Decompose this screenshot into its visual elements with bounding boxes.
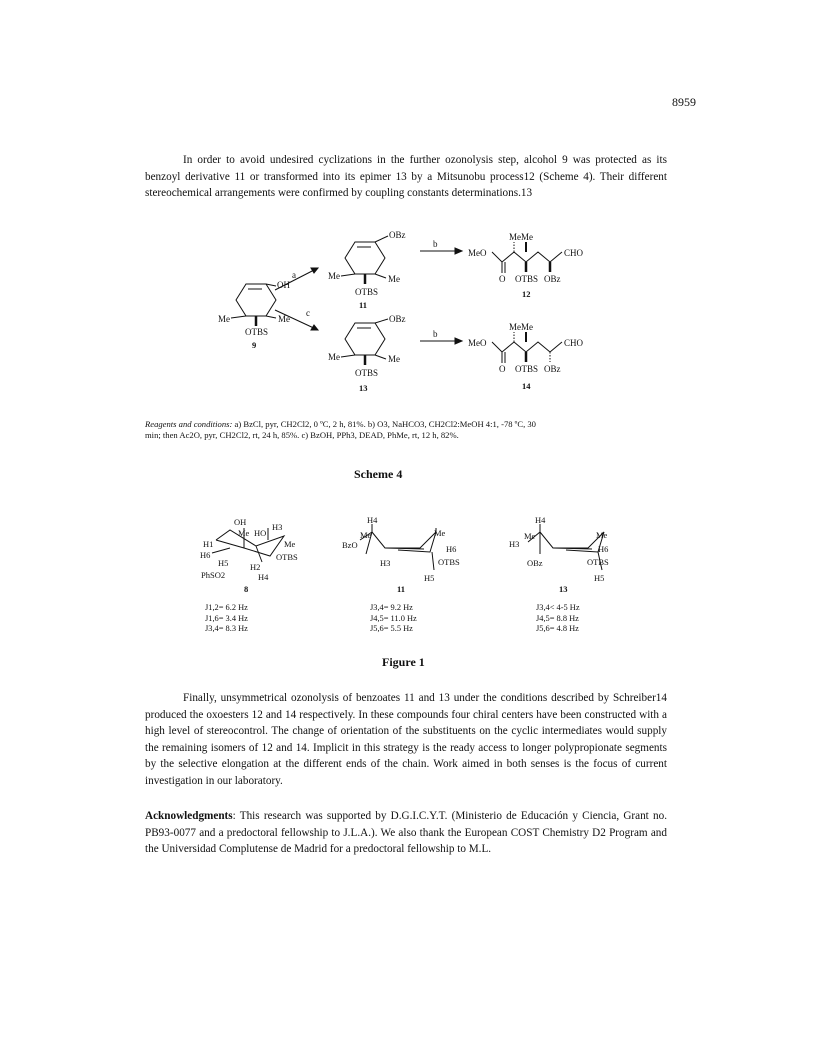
c13-me-left-label: Me	[328, 352, 340, 362]
f8-label-3: HO	[254, 528, 267, 538]
figure-13-number: 13	[559, 584, 568, 594]
arrow-a-label: a	[292, 270, 296, 280]
compound-13-structure	[341, 319, 388, 365]
f8-label-2: Me	[238, 528, 250, 538]
intro-paragraph-text: In order to avoid undesired cyclizations in the further ozonolysis step, alcohol 9 was protected as its benzoyl derivative 11 or transformed into its epimer 13 by a Mitsunobu process12 (Scheme 4). Their different stereochemical arrangements were confirmed by coupling constants determinations.13	[145, 154, 667, 199]
f11-label-2: Me	[434, 528, 446, 538]
c14-obz-label: OBz	[544, 364, 561, 374]
c9-me-right-label: Me	[278, 314, 290, 324]
figure-8-coupling-constants	[205, 603, 248, 635]
j-value: J1,6= 3.4 Hz	[205, 613, 248, 623]
f8-label-0: OH	[234, 517, 247, 527]
c13-me-right-label: Me	[388, 354, 400, 364]
f11-label-4: H6	[446, 544, 457, 554]
f13-label-6: OTBS	[587, 557, 609, 567]
compound-12-number: 12	[522, 289, 531, 299]
c11-obz-label: OBz	[389, 230, 406, 240]
figure-caption: Figure 1	[382, 655, 425, 669]
c11-otbs-label: OTBS	[355, 287, 379, 297]
figure-11-number: 11	[397, 584, 406, 594]
f13-label-5: OBz	[527, 558, 543, 568]
figure-13-coupling-constants	[536, 603, 580, 635]
f11-label-3: BzO	[342, 540, 358, 550]
final-paragraph-text: Finally, unsymmetrical ozonolysis of benzoates 11 and 13 under the conditions described by Schreiber14 produced the oxoesters 12 and 14 respectively. In these compounds four chiral centers have been constructed with a high level of stereocontrol. The change of orientation of the substituents on the cyclic intermediates would supply the remaining isomers of 12 and 14. Implicit in this strategy is the ready access to longer polypropionate segments by the selective elongation at the different ends of the chain. Work aimed in both senses is the focus of current investigation in our laboratory.	[145, 692, 667, 787]
f8-label-8: H5	[218, 558, 229, 568]
acknowledgments-text: : This research was supported by D.G.I.C.Y.T. (Ministerio de Educación y Ciencia, Grant no. PB93-0077 and a predoctoral fellowship to J.L.A.). We also thank the European COST Chemistry D2 Program and the Universidad Complutense de Madrid for a predoctoral fellowship to M.L.	[145, 810, 667, 855]
c14-me1-label: Me	[509, 322, 521, 332]
page-number: 8959	[672, 95, 696, 109]
c11-me-left-label: Me	[328, 271, 340, 281]
c11-me-right-label: Me	[388, 274, 400, 284]
figure-11-coupling-constants	[370, 603, 417, 635]
f8-label-11: H4	[258, 572, 269, 582]
compound-14-number: 14	[522, 381, 531, 391]
arrow-b-top-label: b	[433, 239, 438, 249]
f8-label-1: H3	[272, 522, 283, 532]
c9-otbs-label: OTBS	[245, 327, 269, 337]
f11-label-5: H3	[380, 558, 391, 568]
final-paragraph	[145, 690, 667, 789]
c12-me2-label: Me	[521, 232, 533, 242]
c13-obz-label: OBz	[389, 314, 406, 324]
f11-label-1: Me	[360, 530, 372, 540]
c14-meo-label: MeO	[468, 338, 487, 348]
reagents-text: a) BzCl, pyr, CH2Cl2, 0 ºC, 2 h, 81%. b) O3, NaHCO3, CH2Cl2:MeOH 4:1, -78 ºC, 30 min; then Ac2O, pyr, CH2Cl2, rt, 24 h, 85%. c) BzOH, PPh3, DEAD, PhMe, rt, 12 h, 82%.	[145, 419, 536, 440]
compound-9-number: 9	[252, 340, 257, 350]
f13-label-4: H6	[598, 544, 609, 554]
scheme-caption: Scheme 4	[354, 467, 403, 481]
j-value: J3,4< 4-5 Hz	[536, 603, 580, 612]
f8-label-7: OTBS	[276, 552, 298, 562]
f13-label-3: H3	[509, 539, 520, 549]
j-value: J4,5= 8.8 Hz	[536, 613, 579, 623]
compound-13-number: 13	[359, 383, 368, 393]
f8-label-6: H6	[200, 550, 211, 560]
c12-cho-label: CHO	[564, 248, 584, 258]
c12-me1-label: Me	[509, 232, 521, 242]
arrow-b-bottom-label: b	[433, 329, 438, 339]
j-value: J4,5= 11.0 Hz	[370, 613, 417, 623]
compound-12-structure	[492, 242, 562, 273]
f13-label-1: Me	[524, 531, 536, 541]
compound-14-structure	[492, 332, 562, 363]
c14-o-label: O	[499, 364, 506, 374]
figure-8-number: 8	[244, 584, 249, 594]
acknowledgments-heading: Acknowledgments	[145, 810, 233, 822]
f11-label-0: H4	[367, 515, 378, 525]
reagents-lead: Reagents and conditions:	[145, 419, 233, 429]
compound-11-structure	[341, 236, 388, 284]
c13-otbs-label: OTBS	[355, 368, 379, 378]
c12-otbs-label: OTBS	[515, 274, 539, 284]
c9-oh-label: OH	[277, 280, 290, 290]
j-value: J3,4= 8.3 Hz	[205, 624, 248, 633]
c12-o-label: O	[499, 274, 506, 284]
f8-label-10: PhSO2	[201, 570, 226, 580]
acknowledgments	[145, 808, 667, 858]
c14-cho-label: CHO	[564, 338, 584, 348]
c9-me-left-label: Me	[218, 314, 230, 324]
f13-label-7: H5	[594, 573, 605, 583]
j-value: J5,6= 4.8 Hz	[536, 624, 579, 633]
j-value: J5,6= 5.5 Hz	[370, 624, 413, 633]
f11-label-7: H5	[424, 573, 435, 583]
f8-label-5: Me	[284, 539, 296, 549]
c12-meo-label: MeO	[468, 248, 487, 258]
compound-11-number: 11	[359, 300, 368, 310]
f8-label-9: H2	[250, 562, 261, 572]
f11-label-6: OTBS	[438, 557, 460, 567]
arrow-c-label: c	[306, 308, 310, 318]
c12-obz-label: OBz	[544, 274, 561, 284]
c14-otbs-label: OTBS	[515, 364, 539, 374]
c14-me2-label: Me	[521, 322, 533, 332]
j-value: J3,4= 9.2 Hz	[370, 603, 413, 612]
j-value: J1,2= 6.2 Hz	[205, 603, 248, 612]
f8-label-4: H1	[203, 539, 214, 549]
reagents-and-conditions	[145, 419, 540, 441]
figure-conformer-11	[360, 524, 436, 570]
f13-label-0: H4	[535, 515, 546, 525]
compound-9-structure	[231, 284, 276, 326]
f13-label-2: Me	[596, 530, 608, 540]
